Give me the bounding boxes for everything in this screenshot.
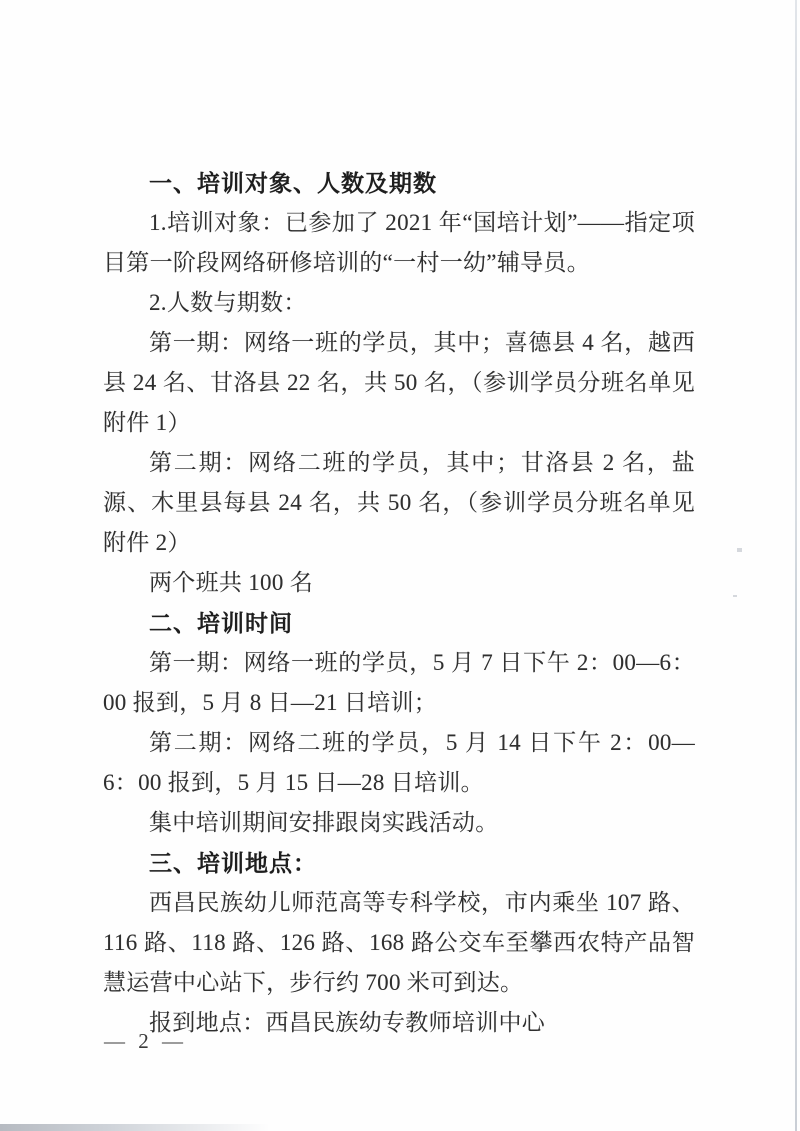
paragraph-term-2-roster: 第二期：网络二班的学员，其中；甘洛县 2 名，盐源、木里县每县 24 名，共 50 名，（参训学员分班名单见附件 2） bbox=[103, 450, 695, 555]
document-body bbox=[103, 163, 695, 1043]
section-1-heading: 一、培训对象、人数及期数 bbox=[149, 170, 437, 196]
scan-artifact-speck bbox=[737, 548, 742, 552]
paragraph-practice-activity: 集中培训期间安排跟岗实践活动。 bbox=[149, 810, 499, 835]
scan-artifact-speck bbox=[733, 595, 737, 597]
paragraph-total-count: 两个班共 100 名 bbox=[149, 570, 313, 595]
paragraph-checkin-location: 报到地点：西昌民族幼专教师培训中心 bbox=[149, 1010, 546, 1035]
page-number: — 2 — bbox=[104, 1029, 187, 1053]
paragraph-training-target: 1.培训对象：已参加了 2021 年“国培计划”——指定项目第一阶段网络研修培训的“一村一幼”辅导员。 bbox=[103, 210, 695, 275]
section-2-heading: 二、培训时间 bbox=[149, 610, 293, 636]
scan-artifact-bottom-edge bbox=[0, 1124, 270, 1131]
section-3-heading: 三、培训地点： bbox=[149, 850, 317, 876]
scan-artifact-right-edge bbox=[795, 0, 797, 1131]
paragraph-term-1-roster: 第一期：网络一班的学员，其中；喜德县 4 名，越西县 24 名、甘洛县 22 名，共 50 名，（参训学员分班名单见附件 1） bbox=[103, 330, 695, 435]
paragraph-term-2-schedule: 第二期：网络二班的学员，5 月 14 日下午 2：00—6：00 报到，5 月 15 日—28 日培训。 bbox=[103, 730, 695, 795]
paragraph-training-location: 西昌民族幼儿师范高等专科学校，市内乘坐 107 路、116 路、118 路、126 路、168 路公交车至攀西农特产品智慧运营中心站下，步行约 700 米可到达。 bbox=[103, 890, 695, 995]
paragraph-count-and-terms: 2.人数与期数： bbox=[149, 290, 307, 315]
paragraph-term-1-schedule: 第一期：网络一班的学员，5 月 7 日下午 2：00—6：00 报到，5 月 8 日—21 日培训； bbox=[103, 650, 695, 715]
